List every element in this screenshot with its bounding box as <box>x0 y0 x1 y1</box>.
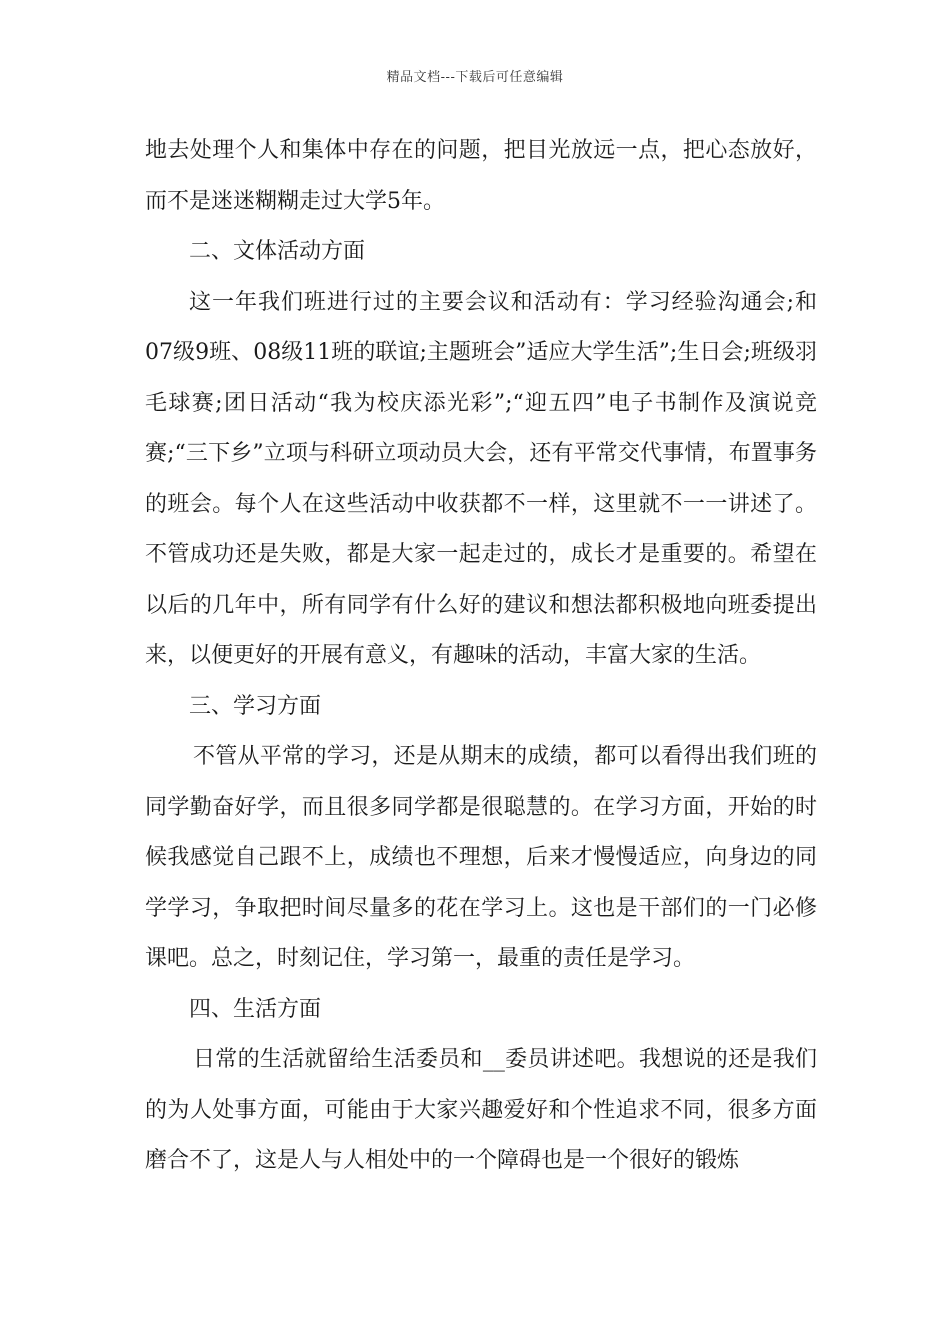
page-header: 精品文档---下载后可任意编辑 <box>386 70 564 85</box>
paragraph-continuation: 地去处理个人和集体中存在的问题，把目光放远一点，把心态放好，而不是迷迷糊糊走过大学5年。 <box>145 138 817 214</box>
section-heading-life: 四、生活方面 <box>189 996 322 1022</box>
paragraph-activities: 这一年我们班进行过的主要会议和活动有：学习经验沟通会;和07级9班、08级11班的联谊;主题班会”适应大学生活”;生日会;班级羽毛球赛;团日活动“我为校庆添光彩”;“迎五四”电子书制作及演说竞赛;“三下乡”立项与科研立项动员大会，还有平常交代事情，布置事务的班会。每个人在这些活动中收获都不一样，这里就不一一讲述了。不管成功还是失败，都是大家一起走过的，成长才是重要的。希望在以后的几年中，所有同学有什么好的建议和想法都积极地向班委提出来，以便更好的开展有意义，有趣味的活动，丰富大家的生活。 <box>145 289 817 668</box>
document-body <box>145 126 817 1187</box>
paragraph-life: 日常的生活就留给生活委员和__委员讲述吧。我想说的还是我们的为人处事方面，可能由于大家兴趣爱好和个性追求不同，很多方面磨合不了，这是人与人相处中的一个障碍也是一个很好的锻炼 <box>145 1047 817 1173</box>
section-heading-sports-activities: 二、文体活动方面 <box>189 239 366 264</box>
paragraph-study: 不管从平常的学习，还是从期末的成绩，都可以看得出我们班的同学勤奋好学，而且很多同学都是很聪慧的。在学习方面，开始的时候我感觉自己跟不上，成绩也不理想，后来才慢慢适应，向身边的同学学习，争取把时间尽量多的花在学习上。这也是干部们的一门必修课吧。总之，时刻记住，学习第一，最重的责任是学习。 <box>145 744 817 971</box>
section-heading-study: 三、学习方面 <box>189 693 322 719</box>
